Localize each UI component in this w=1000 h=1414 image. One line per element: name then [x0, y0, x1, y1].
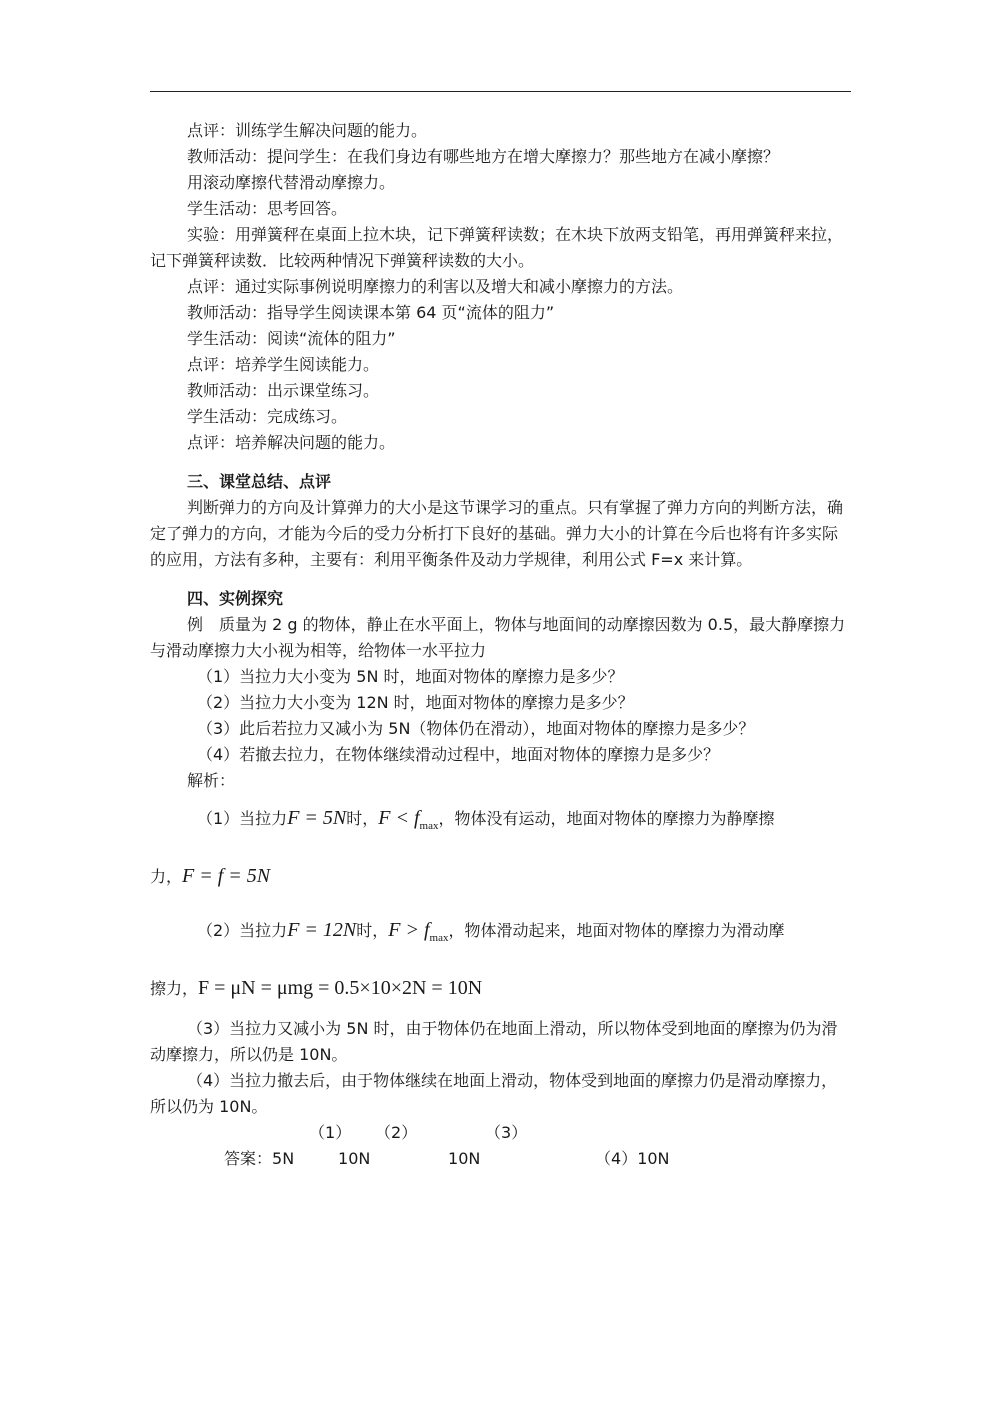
comment-line: 点评：培养解决问题的能力。 — [187, 433, 396, 452]
question-1: （1）当拉力大小变为 5N 时，地面对物体的摩擦力是多少？ — [197, 667, 624, 686]
solution-text: 时， — [346, 809, 379, 828]
solution-2-continuation — [150, 975, 851, 1002]
student-activity-line: 学生活动：阅读“流体的阻力” — [187, 329, 396, 348]
solution-text: 力， — [150, 867, 183, 886]
subscript: max — [429, 932, 449, 944]
section-heading-examples: 四、实例探究 — [187, 589, 284, 608]
question-3: （3）此后若拉力又减小为 5N（物体仍在滑动），地面对物体的摩擦力是多少？ — [197, 719, 755, 738]
answer-1: （1）5N — [272, 1123, 352, 1168]
equation: F = 5N — [287, 807, 347, 829]
solution-1-continuation — [150, 863, 851, 890]
section-heading-summary: 三、课堂总结、点评 — [187, 472, 332, 491]
comment-line: 点评：训练学生解决问题的能力。 — [187, 121, 428, 140]
solution-text: ，物体没有运动，地面对物体的摩擦力为静摩擦 — [438, 809, 775, 828]
comment-line: 点评：通过实际事例说明摩擦力的利害以及增大和减小摩擦力的方法。 — [187, 277, 684, 296]
summary-paragraph: 判断弹力的方向及计算弹力的大小是这节课学习的重点。只有掌握了弹力方向的判断方法，确定了弹力的方向，才能为今后的受力分析打下良好的基础。弹力大小的计算在今后也将有许多实际的应用，方法有多种，主要有：利用平衡条件及动力学规律，利用公式 F=x 来计算。 — [150, 498, 844, 569]
solution-text: （1）当拉力 — [197, 809, 288, 828]
teacher-activity-line: 教师活动：提问学生：在我们身边有哪些地方在增大摩擦力？那些地方在减小摩擦？ — [187, 147, 780, 166]
equation: F = f = 5N — [182, 865, 271, 887]
question-2: （2）当拉力大小变为 12N 时，地面对物体的摩擦力是多少？ — [197, 693, 634, 712]
header-rule — [150, 91, 851, 92]
example-statement: 例 质量为 2 g 的物体，静止在水平面上，物体与地面间的动摩擦因数为 0.5，最大静摩擦力与滑动摩擦力大小视为相等，给物体一水平拉力 — [150, 615, 846, 660]
inequality: F < f — [378, 807, 420, 829]
document-page — [150, 118, 851, 1172]
answers-line — [150, 1120, 851, 1172]
solution-text: ，物体滑动起来，地面对物体的摩擦力为滑动摩 — [448, 921, 785, 940]
analysis-label: 解析： — [187, 771, 236, 790]
question-4: （4）若撤去拉力，在物体继续滑动过程中，地面对物体的摩擦力是多少？ — [197, 745, 720, 764]
text-line: 用滚动摩擦代替滑动摩擦力。 — [187, 173, 396, 192]
equation: F = 12N — [287, 919, 357, 941]
subscript: max — [419, 820, 439, 832]
answer-2: （2）10N — [338, 1123, 418, 1168]
answer-4: （4）10N — [595, 1149, 670, 1168]
solution-2-line — [150, 917, 851, 951]
solution-3: （3）当拉力又减小为 5N 时，由于物体仍在地面上滑动，所以物体受到地面的摩擦为仍为滑动摩擦力，所以仍是 10N。 — [150, 1019, 838, 1064]
student-activity-line: 学生活动：完成练习。 — [187, 407, 348, 426]
solution-1-line — [150, 805, 851, 839]
solution-text: （2）当拉力 — [197, 921, 288, 940]
student-activity-line: 学生活动：思考回答。 — [187, 199, 348, 218]
solution-text: 擦力， — [150, 979, 199, 998]
answers-label: 答案： — [224, 1149, 273, 1168]
answer-3: （3）10N — [448, 1123, 528, 1168]
solution-4: （4）当拉力撤去后，由于物体继续在地面上滑动，物体受到地面的摩擦力仍是滑动摩擦力，所以仍为 10N。 — [150, 1071, 838, 1116]
teacher-activity-line: 教师活动：指导学生阅读课本第 64 页“流体的阻力” — [187, 303, 555, 322]
equation: F = μN = μmg = 0.5×10×2N = 10N — [198, 977, 483, 999]
experiment-paragraph: 实验：用弹簧秤在桌面上拉木块，记下弹簧秤读数；在木块下放两支铅笔，再用弹簧秤来拉，记下弹簧秤读数．比较两种情况下弹簧秤读数的大小。 — [150, 225, 844, 270]
comment-line: 点评：培养学生阅读能力。 — [187, 355, 380, 374]
solution-text: 时， — [356, 921, 389, 940]
teacher-activity-line: 教师活动：出示课堂练习。 — [187, 381, 380, 400]
inequality: F > f — [388, 919, 430, 941]
